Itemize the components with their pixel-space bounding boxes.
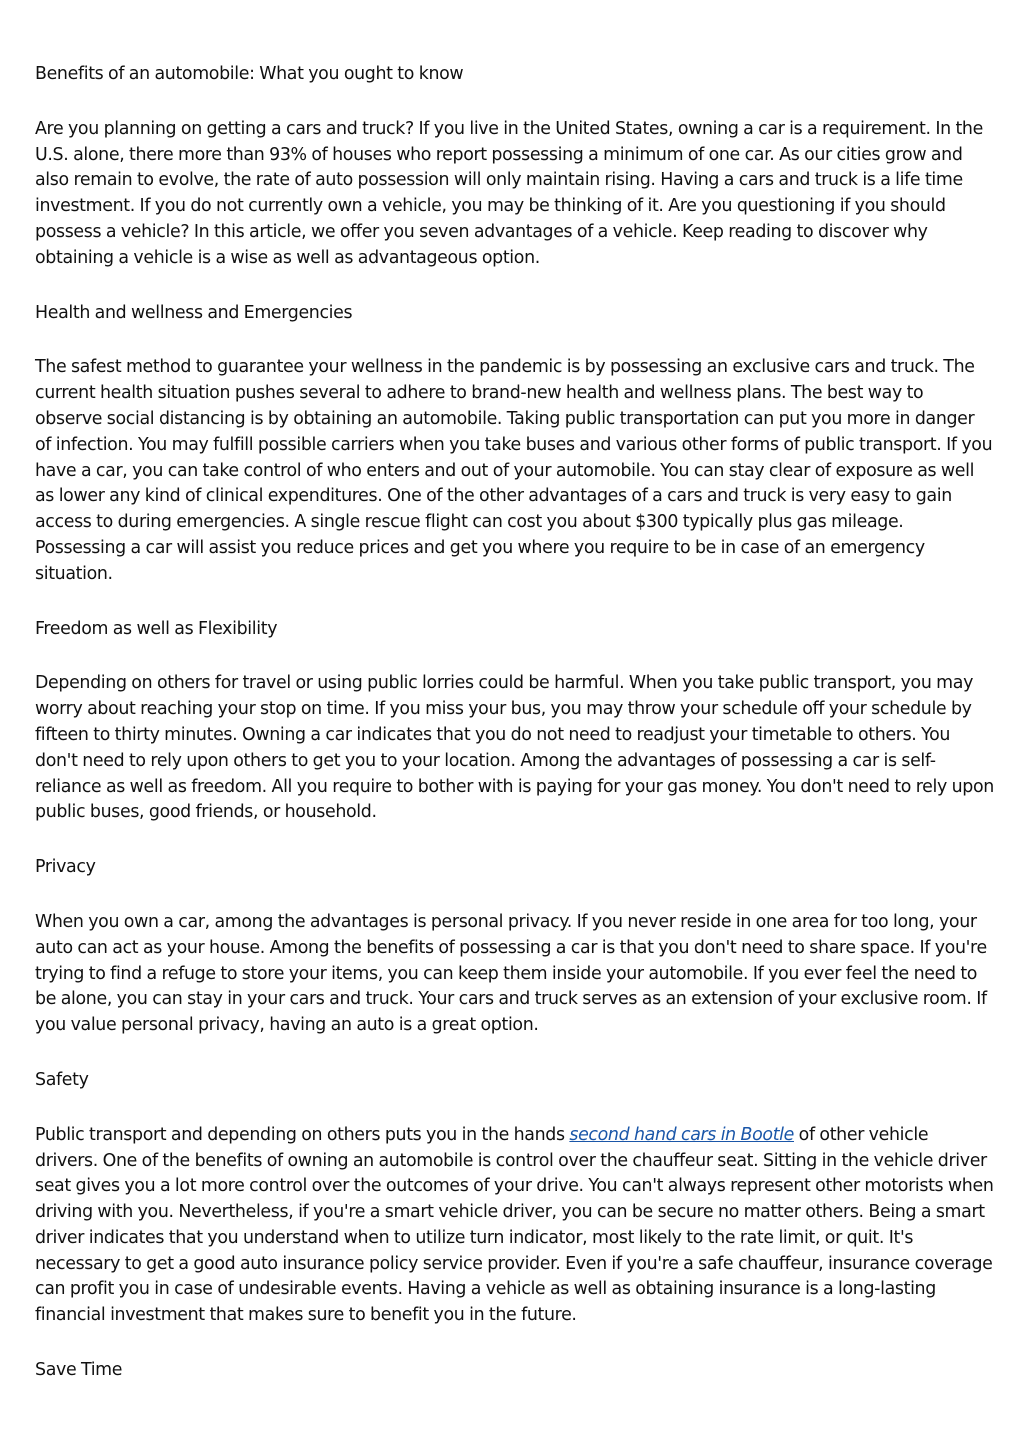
- section-heading-health: Health and wellness and Emergencies: [35, 302, 353, 323]
- section-heading-safety: Safety: [35, 1069, 89, 1090]
- article-title: Benefits of an automobile: What you ought to know: [35, 64, 464, 84]
- section-body-privacy: When you own a car, among the advantages is personal privacy. If you never reside in one area for too long, your auto can act as your house. Among the benefits of possessing a car is that you don't need to share space. If you're trying to find a refuge to store your items, you can keep them inside your automobile. If you ever feel the need to be alone, you can stay in your cars and truck. Your cars and truck serves as an extension of your exclusive room. If you value personal privacy, having an auto is a great option.: [35, 911, 987, 1036]
- section-heading-save-time: Save Time: [35, 1360, 123, 1381]
- intro-paragraph: Are you planning on getting a cars and truck? If you live in the United States, owning a car is a requirement. In the U.S. alone, there more than 93% of houses who report possessing a minimum of one car. As our cities grow and also remain to evolve, the rate of auto possession will only maintain rising. Having a cars and truck is a life time investment. If you do not currently own a vehicle, you may be thinking of it. Are you questioning if you should possess a vehicle? In this article, we offer you seven advantages of a vehicle. Keep reading to discover why obtaining a vehicle is a wise as well as advantageous option.: [35, 118, 983, 268]
- second-hand-cars-link[interactable]: second hand cars in Bootle: [569, 1124, 794, 1145]
- safety-text-after-link: of other vehicle drivers. One of the benefits of owning an automobile is control over the chauffeur seat. Sitting in the vehicle driver seat gives you a lot more control over the outcomes of your drive. You can't always represent other motorists when driving with you. Nevertheless, if you're a smart vehicle driver, you can be secure no matter others. Being a smart driver indicates that you understand when to utilize turn indicator, most likely to the rate limit, or quit. It's necessary to get a good auto insurance policy service provider. Even if you're a safe chauffeur, insurance coverage can profit you in case of undesirable events. Having a vehicle as well as obtaining insurance is a long-lasting financial investment that makes sure to benefit you in the future.: [35, 1124, 994, 1326]
- section-body-health: The safest method to guarantee your wellness in the pandemic is by possessing an exclusive cars and truck. The current health situation pushes several to adhere to brand-new health and wellness plans. The best way to observe social distancing is by obtaining an automobile. Taking public transportation can put you more in danger of infection. You may fulfill possible carriers when you take buses and various other forms of public transport. If you have a car, you can take control of who enters and out of your automobile. You can stay clear of exposure as well as lower any kind of clinical expenditures. One of the other advantages of a cars and truck is very easy to gain access to during emergencies. A single rescue flight can cost you about $300 typically plus gas mileage. Possessing a car will assist you reduce prices and get you where you require to be in case of an emergency situation.: [35, 357, 993, 584]
- section-heading-freedom: Freedom as well as Flexibility: [35, 618, 278, 639]
- article: [35, 62, 995, 1413]
- section-body-safety: [35, 1123, 995, 1329]
- section-heading-privacy: Privacy: [35, 857, 96, 878]
- section-body-freedom: Depending on others for travel or using public lorries could be harmful. When you take public transport, you may worry about reaching your stop on time. If you miss your bus, you may throw your schedule off your schedule by fifteen to thirty minutes. Owning a car indicates that you do not need to readjust your timetable to others. You don't need to rely upon others to get you to your location. Among the advantages of possessing a car is self-reliance as well as freedom. All you require to bother with is paying for your gas money. You don't need to rely upon public buses, good friends, or household.: [35, 673, 994, 823]
- safety-text-before-link: Public transport and depending on others puts you in the hands: [35, 1124, 570, 1145]
